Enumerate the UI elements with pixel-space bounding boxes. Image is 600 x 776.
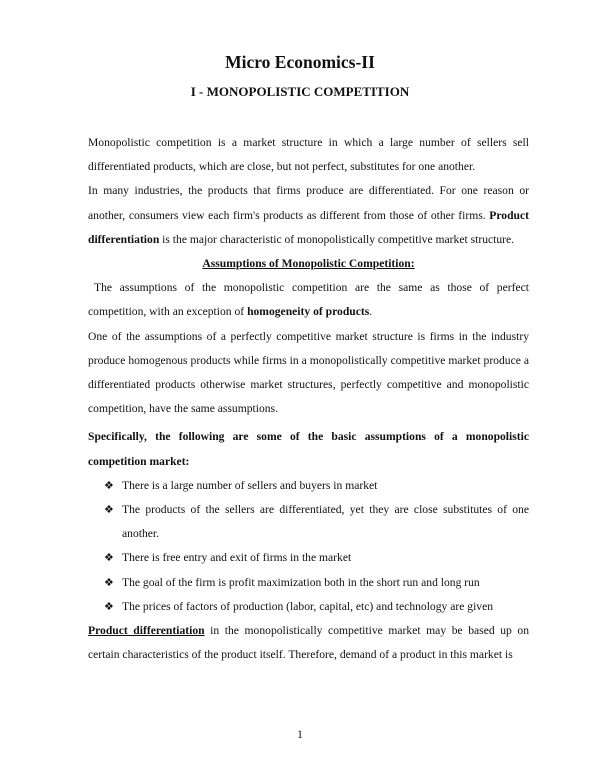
specifically-heading: Specifically, the following are some of the basic assumptions of a monopolistic competition market: [88,430,529,468]
diamond-bullet-icon: ❖ [104,479,114,492]
assumptions-p1-bold-term: homogeneity of products [247,305,370,319]
intro-paragraph-2 [88,179,529,252]
intro-p2-text-after: is the major characteristic of monopolistically competitive market structure. [159,232,515,246]
document-body [88,131,529,667]
diamond-bullet-icon: ❖ [104,600,114,613]
list-item [88,546,529,570]
closing-text: in the monopolistically competitive market may be based up on certain characteristics of the product itself. Therefore, demand of a product in this market is [88,624,530,662]
intro-p2-text-before: In many industries, the products that firms produce are differentiated. For one reason or another, consumers view each firm's products as different from those of other firms. [88,184,529,222]
chapter-subtitle: I - MONOPOLISTIC COMPETITION [190,84,410,99]
page-number: 1 [297,727,303,741]
closing-bold-term: Product differentiation [88,624,205,638]
list-item [88,595,529,619]
intro-p2-bold-term: Product differentiation [88,208,529,246]
assumptions-heading: Assumptions of Monopolistic Competition: [202,257,415,271]
list-item [88,474,529,498]
assumptions-paragraph-2: One of the assumptions of a perfectly competitive market structure is firms in the industry produce homogenous products while firms in a monopolistically competitive market produce a differentiated products otherwise market structures, perfectly competitive and monopolistic competition, have the same assumptions. [88,329,529,416]
assumptions-paragraph-1 [88,276,529,324]
bullet-text: The goal of the firm is profit maximization both in the short run and long run [122,575,480,589]
diamond-bullet-icon: ❖ [104,576,114,589]
closing-paragraph [88,619,529,667]
intro-paragraph-1: Monopolistic competition is a market structure in which a large number of sellers sell differentiated products, which are close, but not perfect, substitutes for one another. [88,136,529,174]
list-item [88,571,529,595]
diamond-bullet-icon: ❖ [104,552,114,565]
bullet-text: The products of the sellers are differentiated, yet they are close substitutes of one another. [122,503,529,541]
assumptions-p1-text-before: The assumptions of the monopolistic competition are the same as those of perfect competition, with an exception of [88,281,529,319]
assumptions-p1-text-after: . [369,305,373,319]
bullet-text: The prices of factors of production (labor, capital, etc) and technology are given [122,599,494,613]
bullet-text: There is a large number of sellers and buyers in market [122,478,378,492]
list-item [88,498,529,546]
assumptions-bullet-list [88,474,529,619]
bullet-text: There is free entry and exit of firms in the market [122,551,352,565]
diamond-bullet-icon: ❖ [104,504,114,517]
document-title: Micro Economics-II [225,52,375,72]
